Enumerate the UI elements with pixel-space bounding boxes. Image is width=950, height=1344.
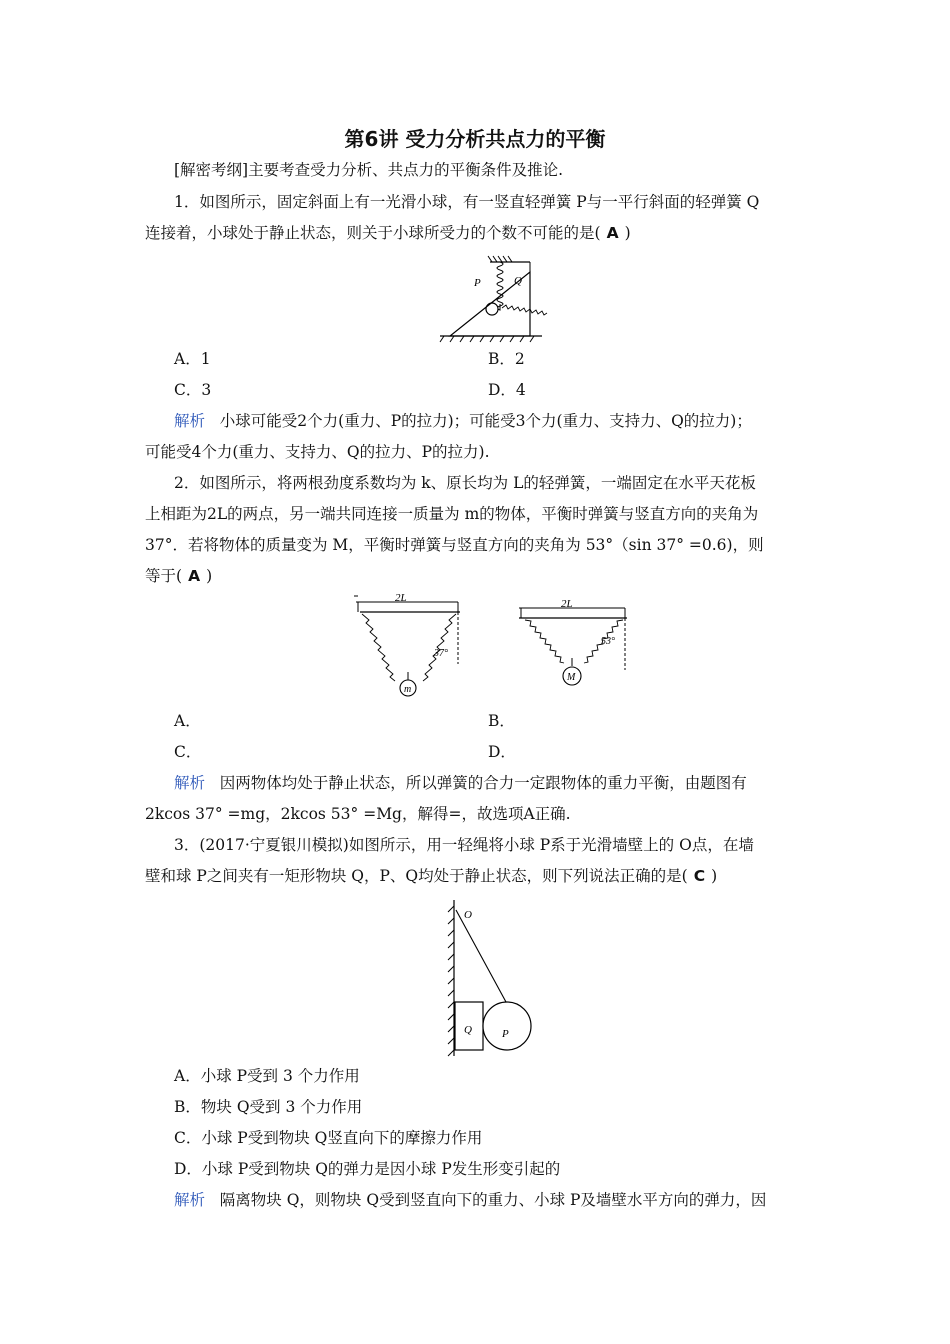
q3-option-d: D．小球 P受到物块 Q的弹力是因小球 P发生形变引起的 [174,1160,561,1178]
q2-fig2-angle: 53° [601,636,615,647]
q3-analysis-line1: 解析 隔离物块 Q，则物块 Q受到竖直向下的重力、小球 P及墙壁水平方向的弹力，因 [174,1191,767,1209]
q1-fig-label-q: Q [514,275,522,287]
q1-fig-label-p: P [474,277,481,289]
q2-figure-left-springs [350,592,465,707]
q3-analysis-label: 解析 [174,1191,206,1209]
q3-stem-line2: 壁和球 P之间夹有一矩形物块 Q，P、Q均处于静止状态，则下列说法正确的是( C ) [145,867,718,885]
q2-stem-line2: 上相距为2L的两点，另一端共同连接一质量为 m的物体，平衡时弹簧与竖直方向的夹角为 [145,505,759,523]
q1-option-c: C．3 [174,381,212,399]
q1-stem-line2: 连接着，小球处于静止状态，则关于小球所受力的个数不可能的是( A ) [145,224,631,242]
q2-analysis-label: 解析 [174,774,206,792]
q3-figure-wall-ball [440,896,540,1060]
q3-option-b: B．物块 Q受到 3 个力作用 [174,1098,363,1116]
q2-stem-line3: 37°．若将物体的质量变为 M，平衡时弹簧与竖直方向的夹角为 53°（sin 37° =0.6)，则 [145,536,764,554]
q2-stem-line1: 2．如图所示，将两根劲度系数均为 k、原长均为 L的轻弹簧，一端固定在水平天花板 [174,474,756,492]
intro-text: [解密考纲]主要考查受力分析、共点力的平衡条件及推论. [174,161,564,179]
q3-answer: C [693,867,706,885]
q3-fig-label-q: Q [464,1024,472,1036]
q2-fig2-span-label: 2L [561,598,573,610]
q2-fig1-angle: 37° [434,648,448,659]
q3-stem-line1: 3．(2017·宁夏银川模拟)如图所示，用一轻绳将小球 P系于光滑墙壁上的 O点，在墙 [174,836,754,854]
q2-option-c: C． [174,743,202,761]
q2-option-b: B． [488,712,515,730]
page-title: 第6讲 受力分析共点力的平衡 [344,127,606,151]
q3-option-a: A．小球 P受到 3 个力作用 [174,1067,360,1085]
q2-option-d: D． [488,743,516,761]
q1-stem-line1: 1．如图所示，固定斜面上有一光滑小球，有一竖直轻弹簧 P与一平行斜面的轻弹簧 Q [174,193,760,211]
q2-fig1-span-label: 2L [395,592,407,604]
q1-analysis-line2: 可能受4个力(重力、支持力、Q的拉力、P的拉力). [145,443,490,461]
q1-option-b: B．2 [488,350,525,368]
q1-option-a: A．1 [174,350,211,368]
q2-analysis-line2: 2kcos 37° =mg，2kcos 53° =Mg，解得=，故选项A正确. [145,805,571,823]
q2-analysis-line1: 解析 因两物体均处于静止状态，所以弹簧的合力一定跟物体的重力平衡，由题图有 [174,774,747,792]
q3-fig-label-o: O [464,909,472,921]
q2-stem-line4: 等于( A ) [145,567,213,585]
q2-fig2-mass: M [567,672,576,683]
q1-analysis-line1: 解析 小球可能受2个力(重力、P的拉力)；可能受3个力(重力、支持力、Q的拉力)； [174,412,752,430]
q2-figure-right-springs [515,598,635,690]
q1-figure-incline-springs [430,252,550,347]
q3-fig-label-p: P [502,1028,509,1040]
q2-fig1-mass: m [404,684,412,695]
q1-option-d: D．4 [488,381,526,399]
q3-option-c: C．小球 P受到物块 Q竖直向下的摩擦力作用 [174,1129,483,1147]
q2-answer: A [188,567,201,585]
q2-option-a: A． [174,712,201,730]
q1-answer: A [606,224,619,242]
q1-analysis-label: 解析 [174,412,206,430]
